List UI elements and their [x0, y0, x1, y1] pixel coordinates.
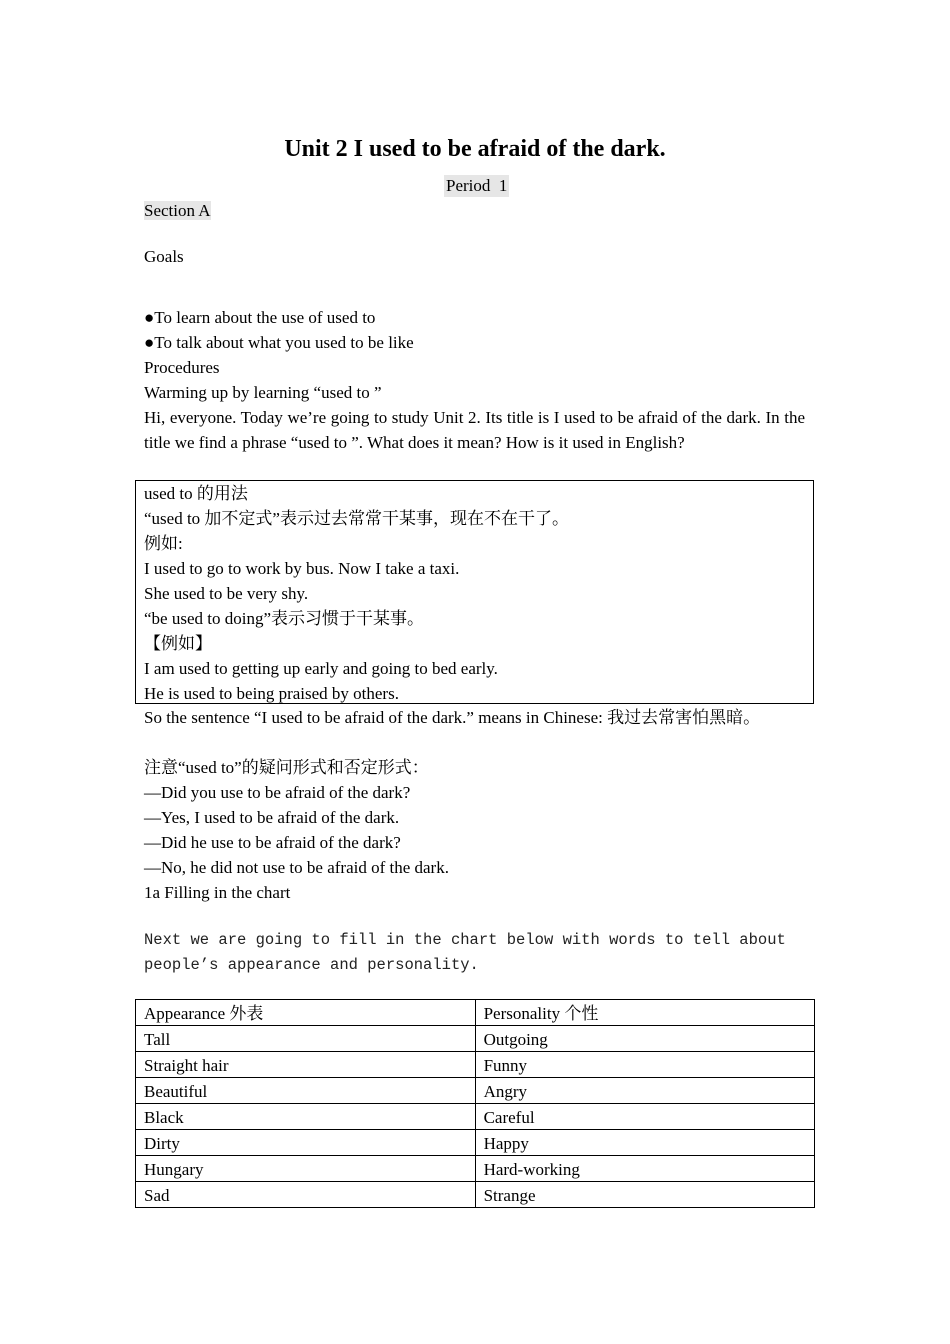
table-cell: Strange: [475, 1182, 814, 1208]
warming-up-heading: Warming up by learning “used to ”: [144, 383, 382, 402]
table-cell: Hungary: [136, 1156, 476, 1182]
box-line: I am used to getting up early and going to bed early.: [144, 659, 498, 678]
table-cell: Outgoing: [475, 1026, 814, 1052]
goals-heading: Goals: [144, 247, 184, 266]
note-line: —Did he use to be afraid of the dark?: [144, 833, 401, 852]
period-label: Period 1: [446, 176, 508, 195]
table-header-cell: Personality 个性: [475, 1000, 814, 1026]
box-line: “used to 加不定式”表示过去常常干某事，现在不在干了。: [144, 509, 569, 528]
table-row: [136, 1052, 815, 1078]
table-cell: Happy: [475, 1130, 814, 1156]
table-cell: Careful: [475, 1104, 814, 1130]
box-line: “be used to doing”表示习惯于干某事。: [144, 609, 424, 628]
table-header-row: [136, 1000, 815, 1026]
table-row: [136, 1026, 815, 1052]
procedures-heading: Procedures: [144, 358, 220, 377]
box-line: used to 的用法: [144, 484, 248, 503]
table-cell: Beautiful: [136, 1078, 476, 1104]
box-line: He is used to being praised by others.: [144, 684, 399, 703]
table-row: [136, 1078, 815, 1104]
goal-item: ●To talk about what you used to be like: [144, 333, 414, 352]
box-line: I used to go to work by bus. Now I take a taxi.: [144, 559, 460, 578]
table-row: [136, 1130, 815, 1156]
meaning-paragraph: So the sentence “I used to be afraid of the dark.” means in Chinese: 我过去常害怕黑暗。: [144, 708, 761, 727]
note-line: —Yes, I used to be afraid of the dark.: [144, 808, 400, 827]
table-cell: Funny: [475, 1052, 814, 1078]
table-cell: Dirty: [136, 1130, 476, 1156]
table-cell: Angry: [475, 1078, 814, 1104]
box-line: 例如:: [144, 534, 183, 553]
table-header-cell: Appearance 外表: [136, 1000, 476, 1026]
note-line: —No, he did not use to be afraid of the dark.: [144, 858, 449, 877]
table-row: [136, 1156, 815, 1182]
box-line: 【例如】: [144, 634, 212, 653]
goal-item: ●To learn about the use of used to: [144, 308, 376, 327]
table-cell: Hard-working: [475, 1156, 814, 1182]
intro-paragraph: Hi, everyone. Today we’re going to study Unit 2. Its title is I used to be afraid of the dark. In the title we find a phrase “used to ”. What does it mean? How is it used in English?: [144, 408, 805, 452]
table-row: [136, 1104, 815, 1130]
table-cell: Sad: [136, 1182, 476, 1208]
table-cell: Black: [136, 1104, 476, 1130]
chart-intro: Next we are going to fill in the chart below with words to tell about people’s appearance and personality.: [144, 931, 786, 974]
note-line: —Did you use to be afraid of the dark?: [144, 783, 411, 802]
section-text: Section A: [144, 201, 211, 220]
note-line: 注意“used to”的疑问形式和否定形式：: [144, 758, 429, 777]
page-title: Unit 2 I used to be afraid of the dark.: [284, 136, 666, 162]
usage-box: [135, 480, 814, 704]
table-row: [136, 1182, 815, 1208]
table-cell: Tall: [136, 1026, 476, 1052]
appearance-personality-table: [135, 999, 815, 1208]
box-line: She used to be very shy.: [144, 584, 309, 603]
exercise-heading: 1a Filling in the chart: [144, 883, 291, 902]
section-label: [144, 200, 211, 222]
table-cell: Straight hair: [136, 1052, 476, 1078]
